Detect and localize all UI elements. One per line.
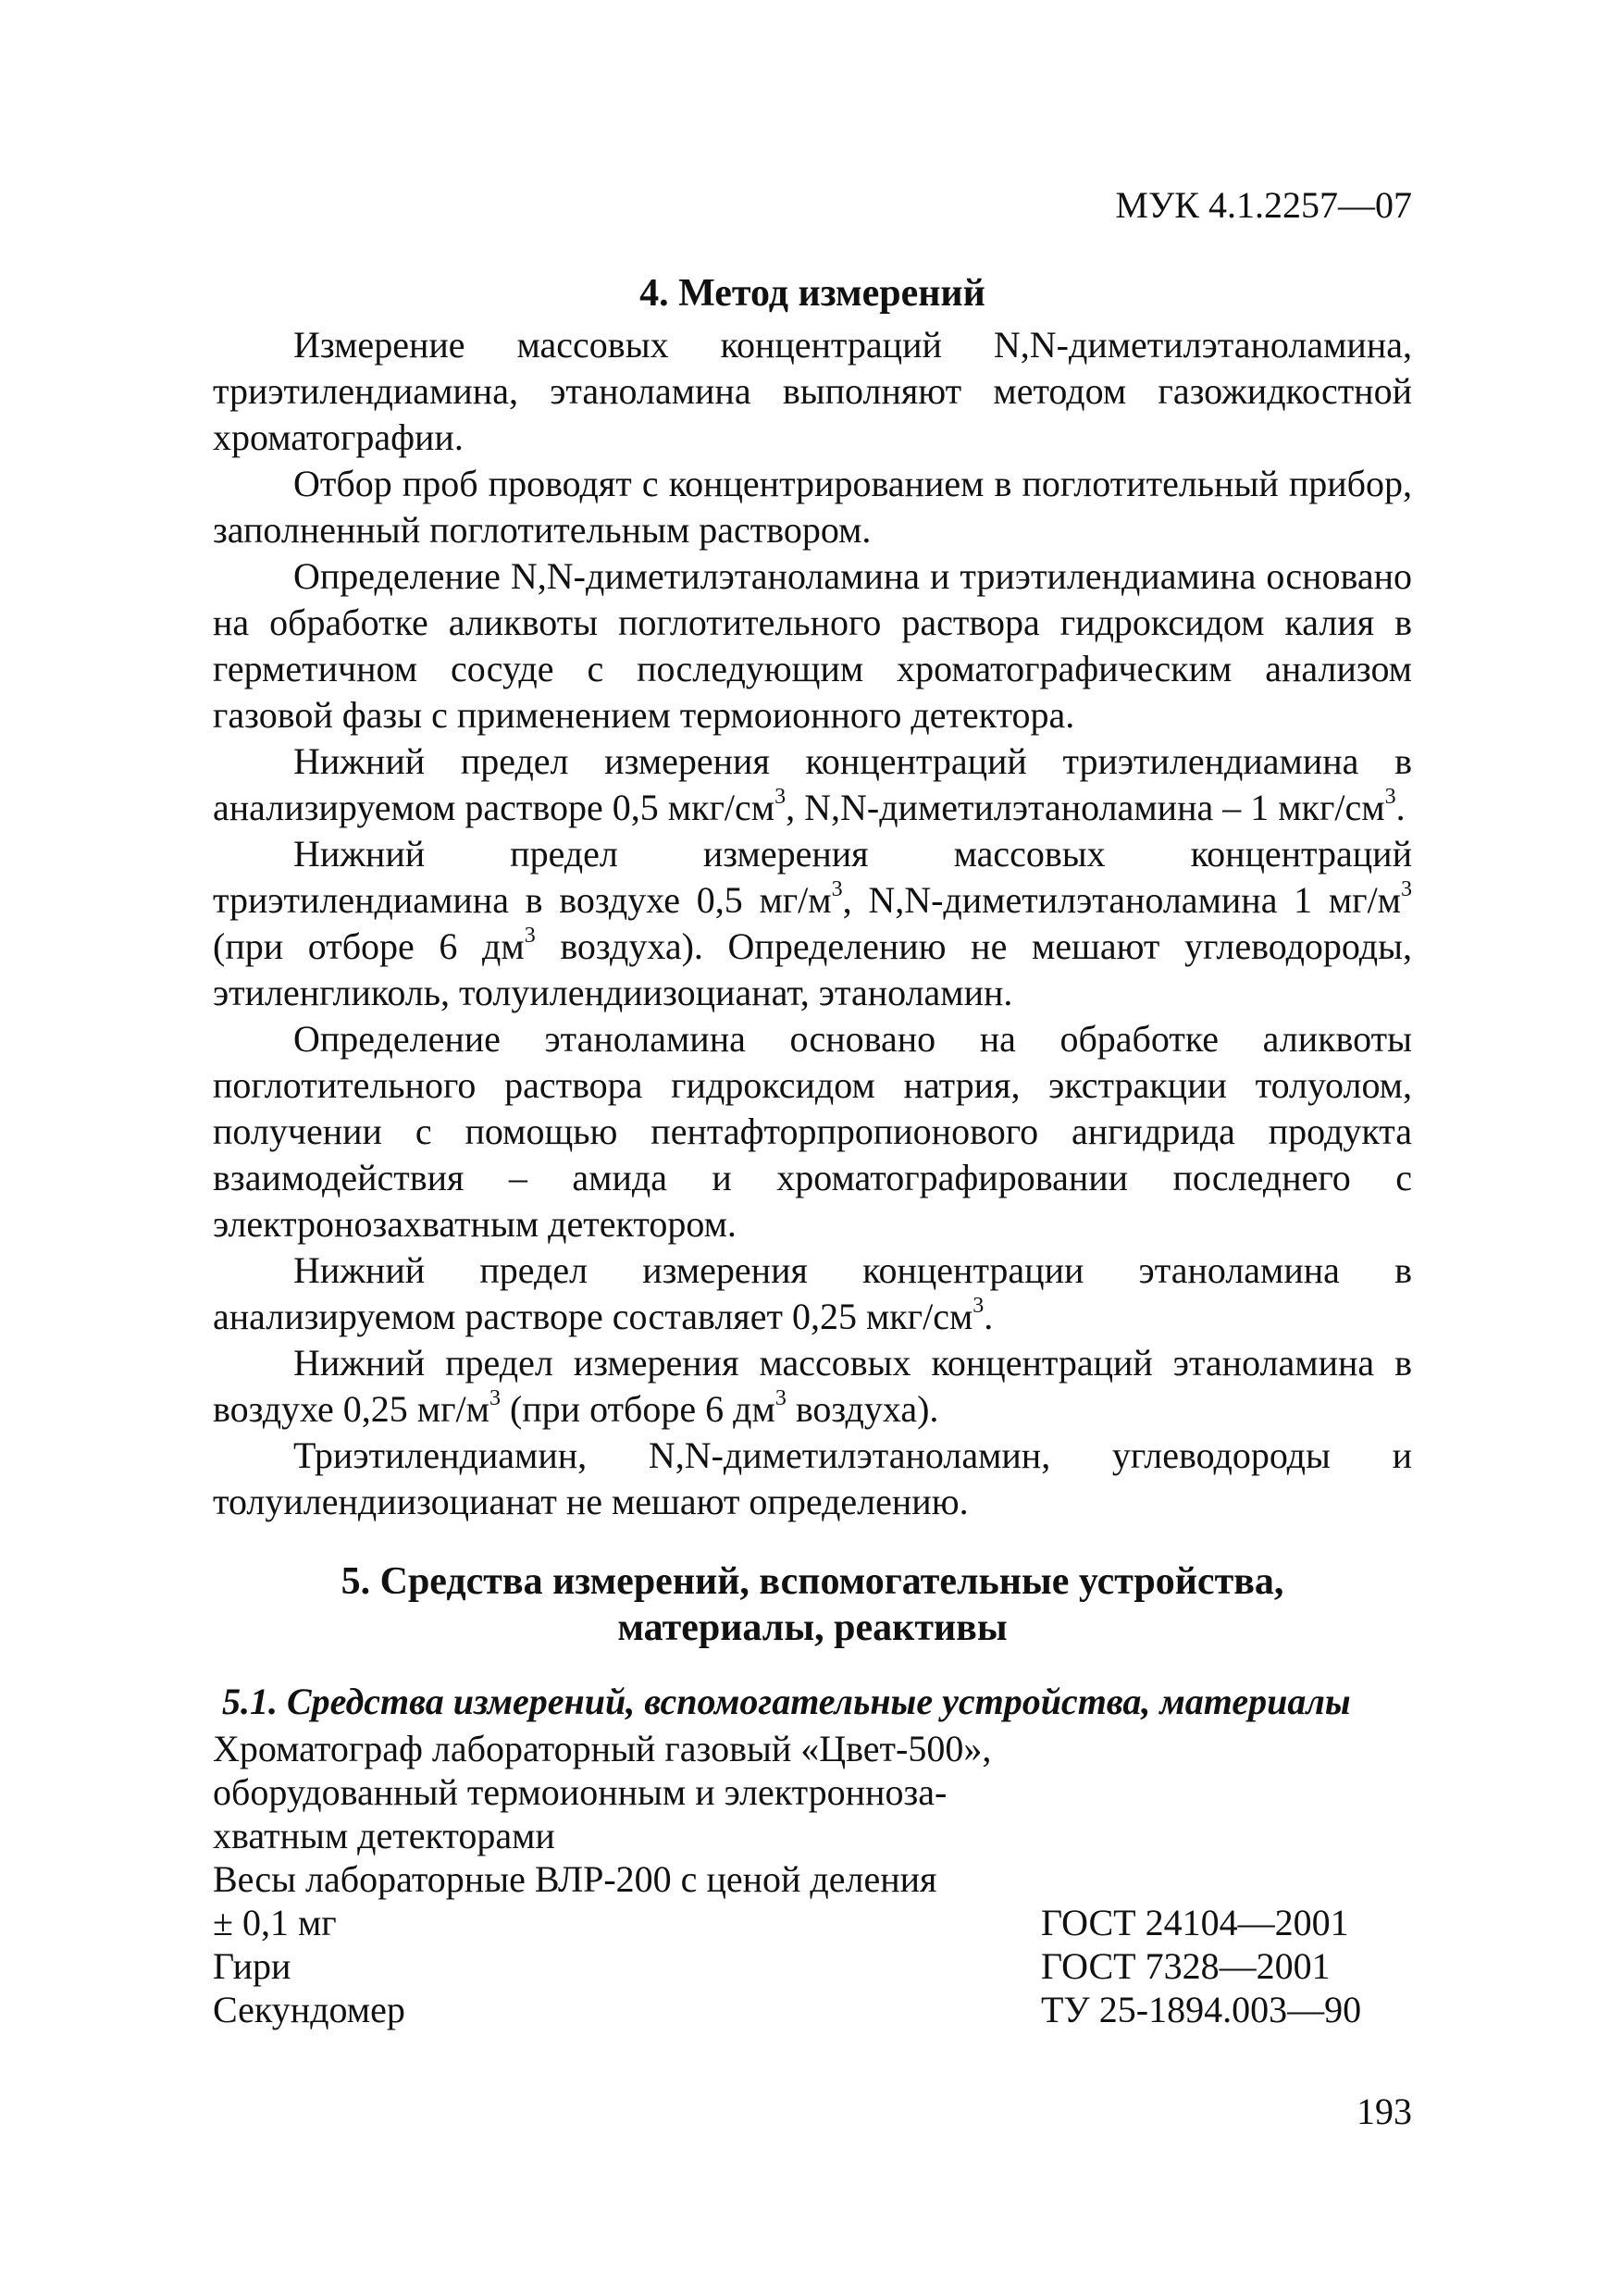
- list-item: [213, 1814, 1412, 1857]
- section-4-paragraph-6: Определение этаноламина основано на обработке аликвоты поглотительного раствора гидроксидом натрия, экстракции толуолом, получении с помощью пентафторпропионового ангидрида продукта взаимодействия – амида и хроматографировании последнего с электронозахватным детектором.: [213, 1018, 1412, 1245]
- list-item: [213, 1770, 1412, 1814]
- equipment-name: Гири: [213, 1945, 291, 1987]
- equipment-standard: [1041, 1857, 1412, 1901]
- text-run: Нижний предел измерения массовых концентраций этаноламина в воздухе 0,25 мг/м: [213, 1342, 1412, 1430]
- section-4-paragraph-1: Измерение массовых концентраций N,N-диметилэтаноламина, триэтилендиамина, этаноламина выполняют методом газожидкостной хроматографии.: [213, 324, 1412, 458]
- section-5-title-line-2: материалы, реактивы: [617, 1607, 1008, 1649]
- list-item: [213, 1727, 1412, 1770]
- text-run: Нижний предел измерения концентраций триэтилендиамина в анализируемом растворе 0,5 мкг/см: [213, 740, 1412, 828]
- document-code: МУК 4.1.2257—07: [1115, 184, 1412, 226]
- superscript: 3: [1401, 876, 1412, 901]
- equipment-name: ± 0,1 мг: [213, 1902, 337, 1943]
- equipment-name: оборудованный термоионным и электронноза-: [213, 1771, 948, 1813]
- equipment-name: Секундомер: [213, 1989, 405, 2030]
- page-number: 193: [1357, 2091, 1412, 2132]
- text-run: .: [984, 1296, 994, 1337]
- section-4-paragraph-2: Отбор проб проводят с концентрированием в поглотительный прибор, заполненный поглотительным раствором.: [213, 463, 1412, 551]
- equipment-standard: [1041, 1814, 1412, 1857]
- superscript: 3: [973, 1293, 985, 1318]
- text-run: воздуха).: [786, 1388, 939, 1430]
- text-run: Нижний предел измерения массовых концентраций триэтилендиамина в воздухе 0,5 мг/м: [213, 833, 1412, 921]
- equipment-standard: ГОСТ 7328—2001: [1041, 1945, 1331, 1987]
- superscript: 3: [489, 1385, 501, 1410]
- text-run: , N,N-диметилэтаноламина 1 мг/м: [842, 879, 1401, 921]
- text-run: , N,N-диметилэтаноламина – 1 мкг/см: [786, 787, 1385, 828]
- superscript: 3: [774, 784, 787, 809]
- equipment-standard: ГОСТ 24104—2001: [1041, 1902, 1349, 1943]
- text-run: Нижний предел измерения концентрации этаноламина в анализируемом растворе составляет 0,25 мкг/см: [213, 1249, 1412, 1337]
- superscript: 3: [774, 1385, 787, 1410]
- text-run: .: [1395, 787, 1406, 828]
- list-item: [213, 1901, 1412, 1944]
- list-item: [213, 1857, 1412, 1901]
- section-4-paragraph-9: Триэтилендиамин, N,N-диметилэтаноламин, углеводороды и толуилендиизоцианат не мешают определению.: [213, 1434, 1412, 1522]
- list-item: [213, 1988, 1412, 2031]
- superscript: 3: [1384, 784, 1396, 809]
- text-run: воздуха). Определению не мешают углеводороды, этиленгликоль, толуилендиизоцианат, этаноламин.: [213, 925, 1412, 1013]
- superscript: 3: [831, 876, 843, 901]
- section-4-paragraph-4: [213, 738, 1412, 831]
- page-content: [213, 270, 1412, 2031]
- equipment-standard: [1041, 1770, 1412, 1814]
- equipment-standard: ТУ 25-1894.003—90: [1041, 1989, 1362, 2030]
- section-4-paragraph-3: Определение N,N-диметилэтаноламина и триэтилендиамина основано на обработке аликвоты поглотительного раствора гидроксидом калия в герметичном сосуде с последующим хроматографическим анализом газовой фазы с применением термоионного детектора.: [213, 555, 1412, 736]
- section-4-paragraph-7: [213, 1247, 1412, 1340]
- subsection-5-1-title: 5.1. Средства измерений, вспомогательные устройства, материалы: [222, 1681, 1351, 1722]
- section-5-title: [213, 1558, 1412, 1651]
- equipment-list: [213, 1727, 1412, 2031]
- section-4-paragraph-5: [213, 831, 1412, 1016]
- text-run: (при отборе 6 дм: [500, 1388, 775, 1430]
- equipment-name: хватным детекторами: [213, 1815, 555, 1856]
- section-5-title-line-1: 5. Средства измерений, вспомогательные устройства,: [341, 1560, 1284, 1603]
- section-4-title: 4. Метод измерений: [639, 272, 985, 315]
- equipment-name: Весы лабораторные ВЛР-200 с ценой деления: [213, 1858, 937, 1900]
- superscript: 3: [524, 923, 536, 948]
- equipment-name: Хроматограф лабораторный газовый «Цвет-500»,: [213, 1728, 992, 1769]
- section-4-paragraph-8: [213, 1340, 1412, 1433]
- text-run: (при отборе 6 дм: [213, 925, 525, 967]
- equipment-standard: [1041, 1727, 1412, 1770]
- list-item: [213, 1944, 1412, 1988]
